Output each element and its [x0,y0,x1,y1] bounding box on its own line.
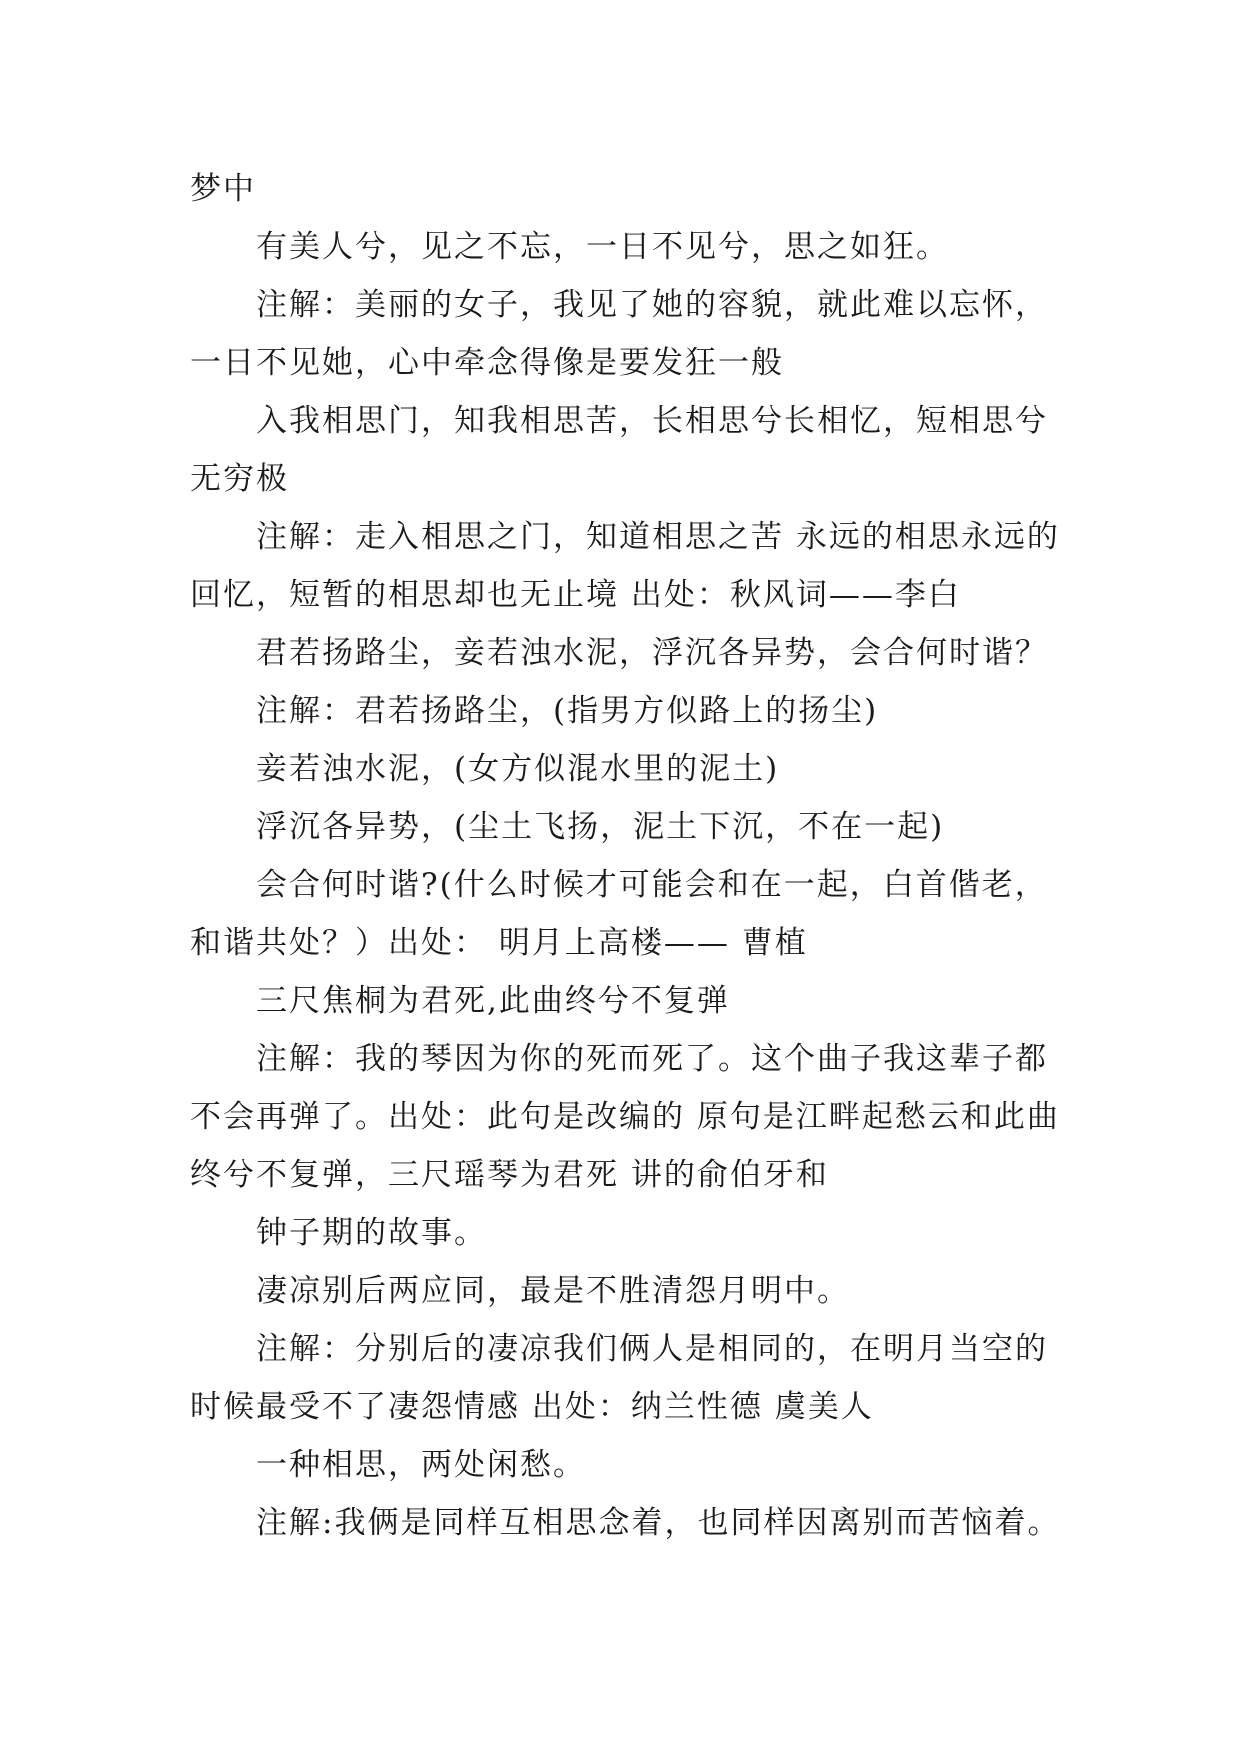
paragraph-annotation: 注解：我的琴因为你的死而死了。这个曲子我这辈子都不会再弹了。出处：此句是改编的 原句是江畔起愁云和此曲终兮不复弹，三尺瑶琴为君死 讲的俞伯牙和 [190,1041,1060,1193]
paragraph-annotation-line: 会合何时谐?(什么时候才可能会和在一起，白首偕老，和谐共处？）出处： 明月上高楼—— 曹植 [190,867,1048,961]
paragraph-annotation-line: 钟子期的故事。 [256,1215,487,1251]
paragraph-title: 梦中 [190,171,256,207]
paragraph-poem-line: 有美人兮，见之不忘，一日不见兮，思之如狂。 [256,229,949,265]
paragraph-annotation: 注解：分别后的凄凉我们俩人是相同的，在明月当空的时候最受不了凄怨情感 出处：纳兰性德 虞美人 [190,1331,1048,1425]
paragraph-annotation-line: 妾若浊水泥，(女方似混水里的泥土) [256,751,780,787]
paragraph-annotation: 注解：美丽的女子，我见了她的容貌，就此难以忘怀，一日不见她，心中牵念得像是要发狂一般 [190,287,1048,381]
document-body [190,160,1070,1552]
paragraph-poem-line: 凄凉别后两应同，最是不胜清怨月明中。 [256,1273,850,1309]
paragraph-poem-line: 三尺焦桐为君死,此曲终兮不复弹 [256,983,730,1019]
paragraph-annotation-line: 浮沉各异势，(尘土飞扬，泥土下沉，不在一起) [256,809,945,845]
paragraph-poem-line: 入我相思门，知我相思苦，长相思兮长相忆，短相思兮无穷极 [190,403,1048,497]
paragraph-poem-line: 君若扬路尘，妾若浊水泥，浮沉各异势，会合何时谐？ [256,635,1048,671]
paragraph-annotation: 注解：走入相思之门，知道相思之苦 永远的相思永远的回忆，短暂的相思却也无止境 出处：秋风词——李白 [190,519,1060,613]
paragraph-poem-line: 一种相思，两处闲愁。 [256,1447,586,1483]
paragraph-annotation: 注解：君若扬路尘，(指男方似路上的扬尘) [256,693,879,729]
paragraph-annotation: 注解:我俩是同样互相思念着，也同样因离别而苦恼着。 [256,1505,1061,1541]
